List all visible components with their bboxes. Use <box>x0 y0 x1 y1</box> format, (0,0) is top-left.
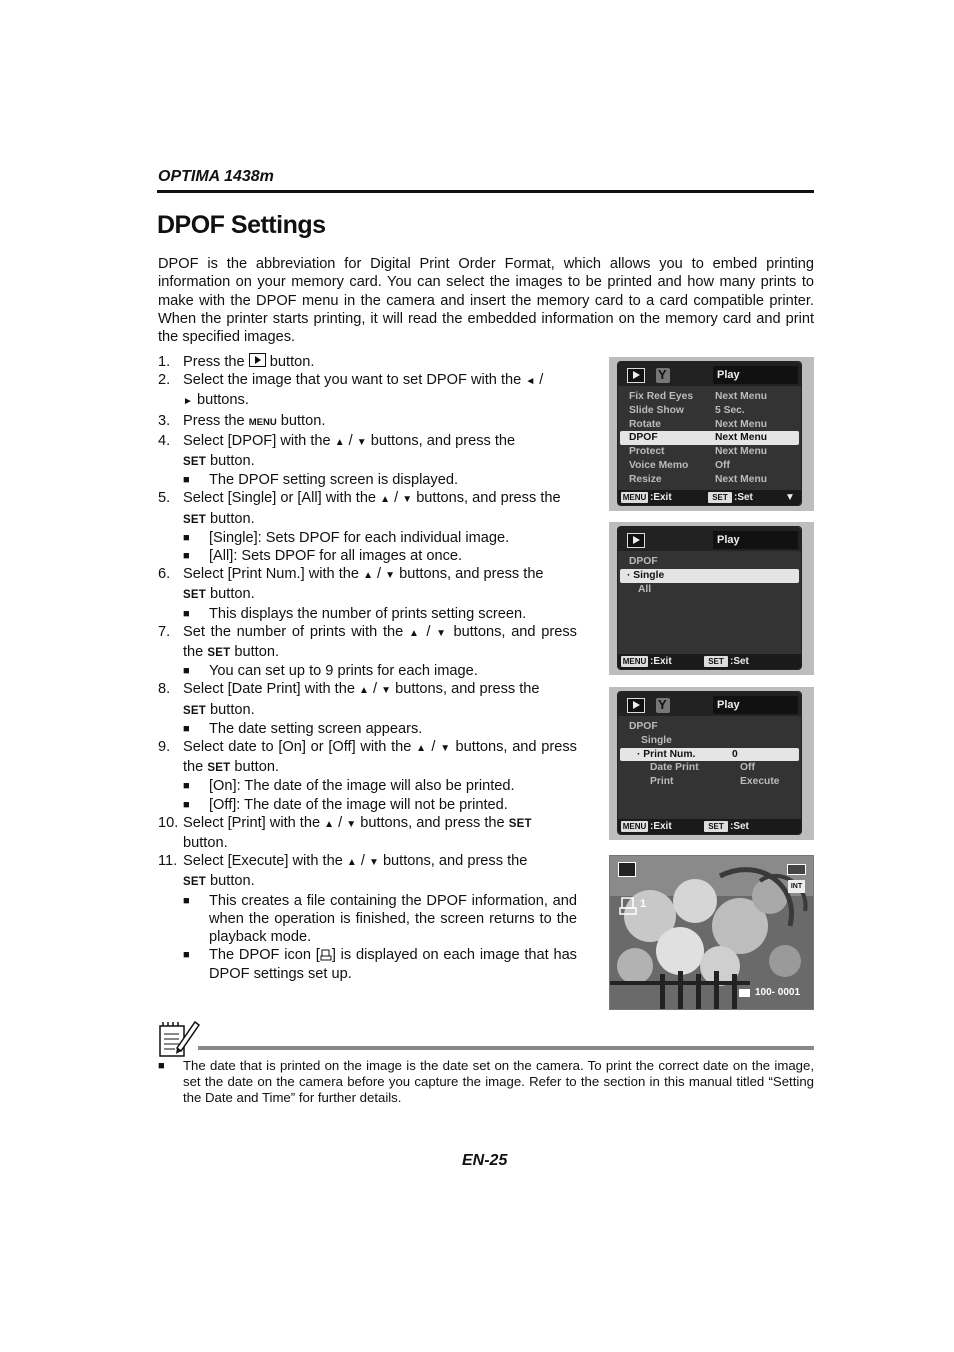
header-rule <box>157 190 814 193</box>
option-date-print: Date Print Off <box>650 762 755 774</box>
step-9: 9. Select date to [On] or [Off] with the ▲ / ▼ buttons, and press the SET button. <box>158 739 577 776</box>
menu-key-label: MENU <box>622 657 647 666</box>
set-key-label: SET <box>704 821 728 832</box>
tab-play: Play <box>713 696 798 714</box>
step-11-note-1: ■ This creates a file containing the DPOF information, and when the operation is finished, the screen returns to the playback mode. <box>183 892 577 946</box>
set-key-label: SET <box>704 656 728 667</box>
menu-row: Fix Red Eyes Next Menu <box>629 391 768 402</box>
step-2: 2. Select the image that you want to set DPOF with the ◄ / ► buttons. <box>158 372 544 409</box>
menu-row: Resize Next Menu <box>629 473 768 485</box>
step-5-note-2: ■ [All]: Sets DPOF for all images at once. <box>183 548 463 565</box>
set-key-label: SET <box>183 589 206 602</box>
tab-play: Play <box>713 366 798 384</box>
step-4-note: ■ The DPOF setting screen is displayed. <box>183 472 459 489</box>
menu-row: Slide Show 5 Sec. <box>629 404 745 416</box>
playback-icon <box>249 353 266 367</box>
camera-screen-menu <box>609 357 814 511</box>
note-rule <box>198 1046 814 1050</box>
step-6: 6. Select [Print Num.] with the ▲ / ▼ buttons, and press the SET button. <box>158 566 544 603</box>
down-arrow-icon: ▼ <box>402 494 413 506</box>
menu-list <box>618 390 801 487</box>
screen-footer: MENU :Exit SET :Set ▼ <box>618 490 801 505</box>
camera-screen-dpof <box>609 522 814 675</box>
scroll-down-icon: ▼ <box>785 492 795 503</box>
tab-play: Play <box>713 531 798 549</box>
up-arrow-icon: ▲ <box>359 685 369 697</box>
menu-key-label: MENU <box>248 416 277 428</box>
battery-icon <box>787 864 806 875</box>
option-single: · Single <box>620 569 799 583</box>
left-arrow-icon: ◄ <box>525 376 536 388</box>
down-arrow-icon: ▼ <box>368 857 379 869</box>
option-all: All <box>638 583 652 595</box>
set-key-label: SET <box>183 876 206 889</box>
step-7: 7. Set the number of prints with the ▲ / ▼ buttons, and press the SET button. <box>158 623 577 661</box>
down-arrow-icon: ▼ <box>356 436 367 448</box>
up-arrow-icon: ▲ <box>409 627 421 639</box>
set-key-label: SET <box>183 704 206 717</box>
screen-footer: MENU :Exit SET :Set <box>618 819 801 834</box>
down-arrow-icon: ▼ <box>381 685 392 697</box>
step-8-note: ■ The date setting screen appears. <box>183 720 423 737</box>
internal-memory-icon: INT <box>788 880 805 893</box>
step-8: 8. Select [Date Print] with the ▲ / ▼ buttons, and press the SET button. <box>158 681 540 718</box>
step-9-note-1: ■ [On]: The date of the image will also be printed. <box>183 778 515 795</box>
set-key-label: SET <box>183 456 206 469</box>
print-count: 1 <box>640 898 647 910</box>
playback-icon <box>627 368 645 383</box>
step-1: 1. Press the button. <box>158 354 315 370</box>
up-arrow-icon: ▲ <box>416 743 427 755</box>
step-5-note-1: ■ [Single]: Sets DPOF for each individual image. <box>183 529 510 546</box>
camera-screen-print-num <box>609 687 814 840</box>
dpof-icon <box>618 896 638 916</box>
down-arrow-icon: ▼ <box>440 743 451 755</box>
right-arrow-icon: ► <box>183 396 193 408</box>
set-key-label: SET <box>708 492 732 503</box>
step-3: 3. Press the MENU button. <box>158 412 326 429</box>
set-key-label: SET <box>183 513 206 526</box>
step-10: 10. Select [Print] with the ▲ / ▼ buttons, and press the SET button. <box>158 814 532 852</box>
folder-icon <box>739 989 750 997</box>
dpof-icon <box>320 949 332 961</box>
up-arrow-icon: ▲ <box>380 494 391 506</box>
setup-icon <box>656 698 670 713</box>
note-pad-icon <box>157 1018 201 1058</box>
playback-icon <box>627 533 645 548</box>
set-key-label: SET <box>207 647 231 660</box>
menu-key-label: MENU <box>622 822 647 831</box>
step-4: 4. Select [DPOF] with the ▲ / ▼ buttons, and press the SET button. <box>158 432 516 470</box>
step-6-note: ■ This displays the number of prints setting screen. <box>183 605 527 622</box>
dpof-list: DPOF · Single All <box>618 555 801 596</box>
set-key-label: SET <box>207 762 231 775</box>
step-11-note-2: ■ The DPOF icon [ ] is displayed on each image that has DPOF settings set up. <box>183 947 577 982</box>
step-5: 5. Select [Single] or [All] with the ▲ / ▼ buttons, and press the SET button. <box>158 490 561 527</box>
menu-row: Protect Next Menu <box>629 446 768 458</box>
option-print: Print Execute <box>650 776 780 788</box>
steps-list <box>158 353 577 983</box>
playback-icon <box>627 698 645 713</box>
print-list: DPOF Single · Print Num. 0 Date Print Off Print Execute <box>618 720 801 789</box>
down-arrow-icon: ▼ <box>346 818 357 830</box>
menu-row: Rotate Next Menu <box>629 418 768 430</box>
menu-row-selected: DPOF Next Menu <box>620 431 799 445</box>
up-arrow-icon: ▲ <box>363 570 373 582</box>
intro-paragraph: DPOF is the abbreviation for Digital Print Order Format, which allows you to embed printing information on your memory card. You can select the images to be printed and how many prints to make with the DPOF menu in the camera and insert the memory card to a card compatible printer. When the printer starts printing, it will read the embedded information on the memory card and print the specified images. <box>158 256 814 346</box>
note-paragraph: ■ The date that is printed on the image is the date set on the camera. To print the correct date on the image, set the date on the camera before you capture the image. Refer to the section in this manual titled “Setting the Date and Time” for further details. <box>158 1058 814 1106</box>
file-number: 100- 0001 <box>755 987 801 998</box>
down-arrow-icon: ▼ <box>436 627 448 639</box>
screen-footer: MENU :Exit SET :Set <box>618 654 801 669</box>
step-11: 11. Select [Execute] with the ▲ / ▼ buttons, and press the SET button. <box>158 853 528 890</box>
set-key-label: SET <box>508 817 532 830</box>
step-9-note-2: ■ [Off]: The date of the image will not be printed. <box>183 796 508 813</box>
page-title: DPOF Settings <box>157 211 326 239</box>
step-7-note: ■ You can set up to 9 prints for each image. <box>183 663 478 680</box>
menu-row: Voice Memo Off <box>629 459 730 471</box>
up-arrow-icon: ▲ <box>346 857 357 869</box>
down-arrow-icon: ▼ <box>385 570 396 582</box>
up-arrow-icon: ▲ <box>334 436 345 448</box>
setup-icon <box>656 368 670 383</box>
playback-icon <box>618 862 636 877</box>
page-number: EN-25 <box>462 1152 508 1169</box>
playback-photo <box>609 855 814 1010</box>
option-print-num: · Print Num. 0 <box>620 748 799 762</box>
header-model: OPTIMA 1438m <box>158 168 274 185</box>
menu-key-label: MENU <box>622 493 647 502</box>
up-arrow-icon: ▲ <box>324 818 335 830</box>
